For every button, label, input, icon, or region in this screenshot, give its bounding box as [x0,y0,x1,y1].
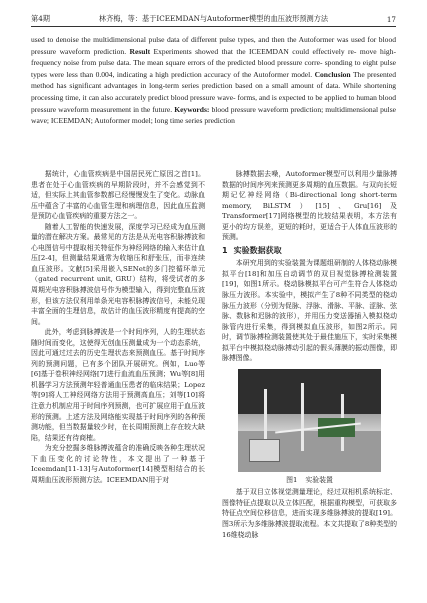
abstract-text: blood pressure waveform prediction. [31,35,396,56]
figure-caption [222,475,397,486]
results-text: Experiments showed that the ICEEMDAN could effectively re- [153,46,357,56]
paragraph: 为充分挖掘多维脉搏波蕴含的准确反映各种生理状况下血压变化的讨论特性，本文提出了一种基于Iceemdan[11-13]与Autoformer[14]模型相结合的长周期血压波形预测方法。ICEEMDAN用于对 [31,444,205,484]
abstract-text: small amount of data. While shortening processing time, it can also accurately predict blood pressure wave- [31,81,397,102]
abstract-text: used to denoise the multidimensional pulse data of different pulse types, and then the Autoformer was used for [31,35,377,44]
header-rule [31,26,396,27]
paragraph: 基于双目立体视觉测量理论，经过双相机系统标定、图像特征点提取以及立体匹配，根据重构模型，可获取多特征点空间位移信息，进而实现多维脉搏波的提取[19]。图3所示为多维脉搏波提取流程。本文共提取了8种类型的16维桡动脉 [222,488,397,539]
paragraph: 据统计，心血管疾病是中国居民死亡原因之首[1]。患者在处于心血管疾病的早期阶段时，并不会感觉到不适，但实际上其血管参数都已经慢慢发生了变化。动脉血压中蕴含了丰富的心血管生理和病理信息，因此血压监测是预防心血管疾病的重要方法之一。 [31,170,205,221]
abstract-text: move high-frequency noise from pulse data. The mean square errors of the predicted blood pressure corre- [31,46,396,68]
conclusion-text: The presented method has significant advantages in long-term series prediction based on a [31,69,397,91]
results-label: Result [129,46,151,56]
abstract-text: forms, and is expected to be applied to human blood pressure waveform measurement in the future. [31,92,397,114]
left-column [31,169,205,485]
section-title: 实验数据获取 [233,245,282,255]
page-header [31,10,396,24]
section-heading [222,246,397,257]
experiment-photo [238,369,381,472]
abstract-text: model. [291,69,313,79]
paragraph: 随着人工智能的快速发展，深度学习已经成为血压测量的潜在解决方案。最常见的方法是从光电容积脉搏波和心电图信号中提取相关特征作为神经网络的输入来估计血压[2-4]，但测量结果通常为收缩压和舒张压，而非连续血压波形。文献[5]采用嵌入SENet的多门控循环单元（gated recurrent unit, GRU）结构，将受试者的多周期光电容积脉搏波信号作为模型输入，得到完整血压波形，但该方法仅利用单条光电容积脉搏波信号，未能兑现丰富全面的生理信息，故估计的血压波形精度有提高的空间。 [31,222,205,326]
right-column [222,169,397,540]
figure-caption-text: 实验装置 [305,475,333,484]
issue-number: 第4期 [31,14,50,23]
english-abstract [31,34,396,127]
section-number: 1 [222,245,228,255]
page-number: 17 [386,15,396,24]
keywords-label: Keywords: [174,104,210,114]
conclusion-label: Conclusion [314,69,351,79]
running-title: 林齐梅，等：基于ICEEMDAN与Autoformer模型的血压波形预测方法 [98,14,329,23]
paragraph: 本研究用到的实验装置为课题组研制的人体桡动脉模拟平台[18]和加压自动调节的双目视觉脉搏检测装置[19]，如图1所示。桡动脉模拟平台可产生符合人体桡动脉压力波形。本实验中，模拟产生了8种不同类型的桡动脉压力波形（分别为促脉、浮脉、滑脉、平脉、涩脉、弦脉、数脉和迟脉的波形），并用压力变送器插入模拟桡动脉管内进行采集，得到模拟血压波形，如图2所示。同时，调节脉搏检测装置使其处于最佳施压下，实时采集模拟平台中模拟桡动脉搏动引起的假头薄膜的振动图像，即脉搏图像。 [222,259,397,363]
keywords-text: model; long time series prediction [131,116,235,126]
keywords-text: blood pressure waveform prediction; multidimensional pulse wave; ICEEMDAN; Autoformer [31,104,397,126]
figure-number: 图1 [286,475,298,484]
abstract-text: sponding to eight pulse types were less than 0.004, indicating a high prediction accuracy of the Autoformer [31,58,396,79]
paragraph: 此外，考虑到脉搏波是一个时间序列，人的生理状态随时间而变化，这使得无创血压测量成为一个动态系统，因此可通过过去的历史生理状态来预测血压。基于时间序列的预测问题，已有多个团队开展研究。例如，Luo等[6]基于卷积神经网络[7]进行血流血压预测；Wu等[8]用机器学习方法预测年轻普通血压患者的临床结果；Lopez等[9]将人工神经网络方法用于预测高血压；刘等[10]将注意力机制应用于时间序列预测，也可扩展应用于血压波形的预测。上述方法及网络能实现基于时间序列的各种预测功能，但当数据量较少时，在长周期预测上存在较大缺陷，结果还有待商榷。 [31,328,205,442]
paragraph: 脉搏数据去噪，Autoformer模型可以利用少量脉搏数据的时间序列来预测更多周期的血压数据。与双向长短期记忆神经网络（Bi-directional long short-term memory, BiLSTM）[15]、Gru[16]及Transformer[17]网络模型的比较结果表明，本方法有更小的均方误差，更短的耗时，更适合于人体血压波形的预测。 [222,170,397,242]
